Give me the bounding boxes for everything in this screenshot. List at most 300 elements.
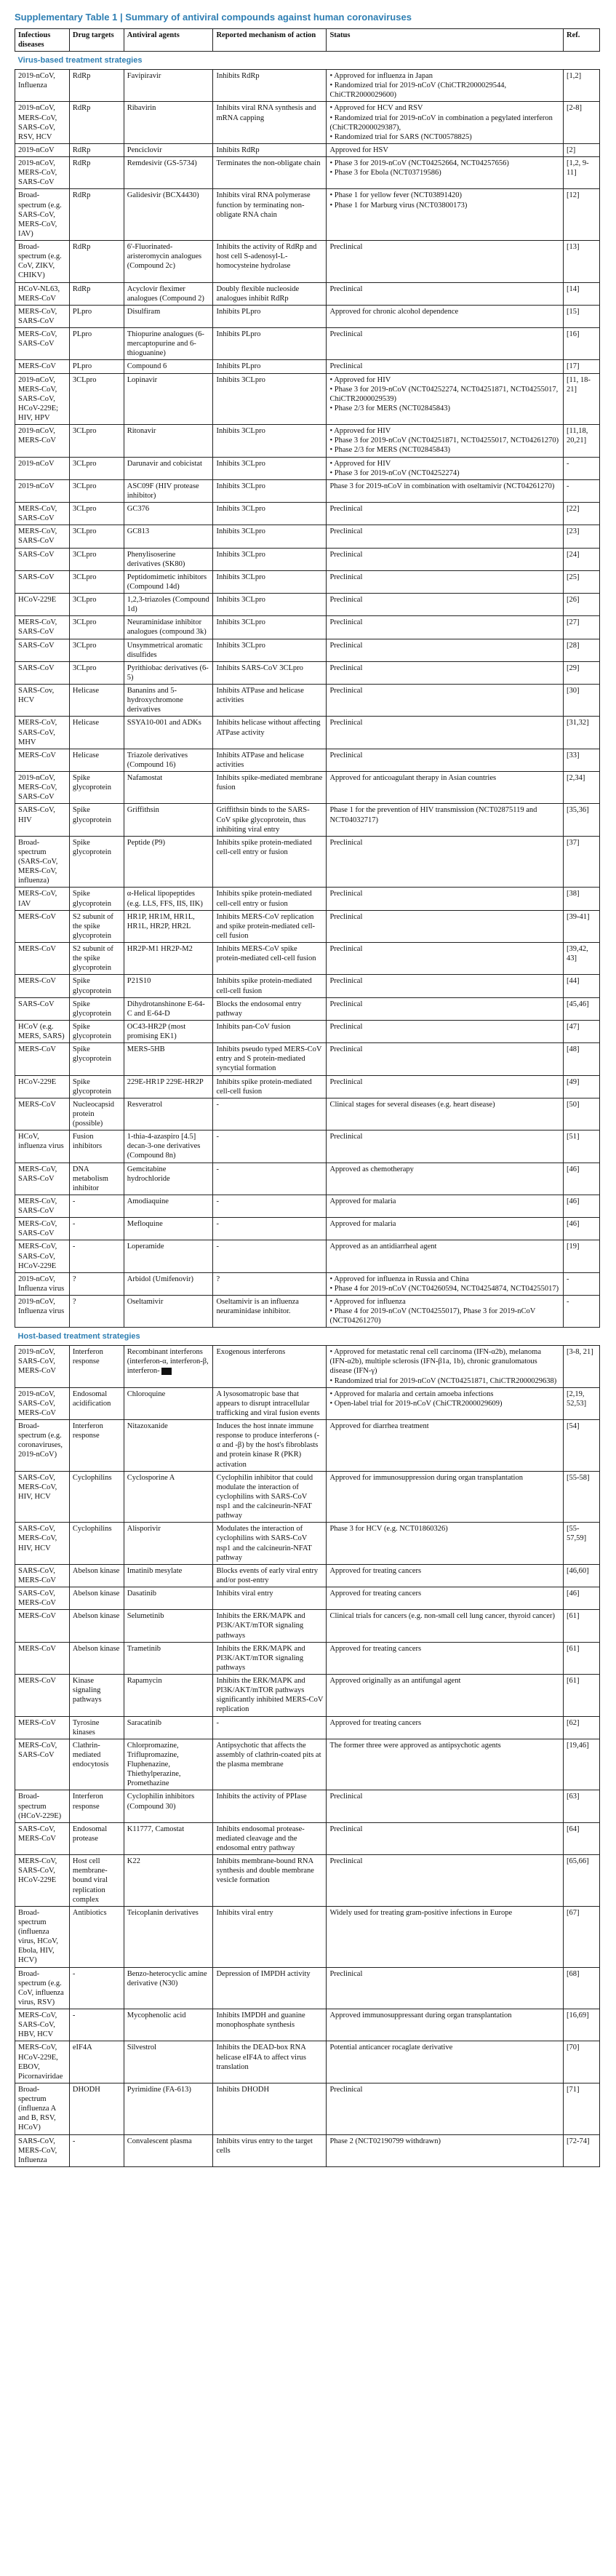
cell-drug-target: RdRp bbox=[69, 102, 124, 144]
table-row bbox=[15, 1855, 600, 1907]
status-line: Preclinical bbox=[329, 890, 363, 898]
cell-antiviral-agent: Arbidol (Umifenovir) bbox=[124, 1272, 213, 1295]
cell-antiviral-agent: 229E-HR1P 229E-HR2P bbox=[124, 1075, 213, 1098]
cell-mechanism: Inhibits PLpro bbox=[213, 305, 327, 327]
cell-status bbox=[327, 1523, 564, 1565]
cell-ref: [37] bbox=[564, 836, 600, 888]
status-line: • Approved for HIV bbox=[329, 459, 391, 468]
table-row bbox=[15, 1020, 600, 1042]
table-row bbox=[15, 525, 600, 548]
status-line: Approved for treating cancers bbox=[329, 1566, 422, 1575]
cell-mechanism: Inhibits the ERK/MAPK and PI3K/AKT/mTOR signaling pathways bbox=[213, 1642, 327, 1674]
status-line: Preclinical bbox=[329, 1969, 363, 1978]
cell-ref: [55- 57,59] bbox=[564, 1523, 600, 1565]
cell-ref: - bbox=[564, 479, 600, 502]
cell-ref: [46] bbox=[564, 1587, 600, 1610]
cell-drug-target: 3CLpro bbox=[69, 639, 124, 661]
cell-drug-target: - bbox=[69, 2009, 124, 2041]
table-row bbox=[15, 503, 600, 525]
cell-mechanism: Inhibits viral RNA synthesis and mRNA capping bbox=[213, 102, 327, 144]
cell-antiviral-agent: Benzo-heterocyclic amine derivative (N30) bbox=[124, 1967, 213, 2009]
status-line: Approved for treating cancers bbox=[329, 1644, 422, 1653]
cell-mechanism: Exogenous interferons bbox=[213, 1346, 327, 1388]
status-line: • Phase 1 for Marburg virus (NCT03800173) bbox=[329, 201, 468, 210]
cell-status bbox=[327, 594, 564, 616]
cell-status bbox=[327, 685, 564, 717]
cell-mechanism: ? bbox=[213, 1272, 327, 1295]
cell-drug-target: Spike glycoprotein bbox=[69, 804, 124, 836]
status-line: Approved as an antidiarrheal agent bbox=[329, 1243, 437, 1251]
cell-antiviral-agent: Recombinant interferons (interferon-α, interferon-β, interferon- bbox=[124, 1346, 213, 1388]
cell-status bbox=[327, 548, 564, 570]
cell-status bbox=[327, 570, 564, 593]
cell-status bbox=[327, 1822, 564, 1854]
cell-infectious-diseases: 2019-nCoV, Influenza bbox=[15, 70, 70, 102]
cell-mechanism: Depression of IMPDH activity bbox=[213, 1967, 327, 2009]
cell-infectious-diseases: MERS-CoV, SARS-CoV bbox=[15, 1739, 70, 1790]
cell-antiviral-agent: Darunavir and cobicistat bbox=[124, 457, 213, 479]
status-line: • Approved for HIV bbox=[329, 375, 391, 384]
cell-antiviral-agent: Acyclovir fleximer analogues (Compound 2) bbox=[124, 282, 213, 305]
cell-ref: [45,46] bbox=[564, 997, 600, 1020]
cell-drug-target: Helicase bbox=[69, 749, 124, 771]
cell-antiviral-agent: Cyclosporine A bbox=[124, 1471, 213, 1523]
status-line: The former three were approved as antipsychotic agents bbox=[329, 1741, 501, 1750]
cell-ref: [2,34] bbox=[564, 772, 600, 804]
cell-drug-target: Spike glycoprotein bbox=[69, 836, 124, 888]
status-line: • Phase 3 for 2019-nCoV (NCT04251871, NCT04255017, NCT04261270) bbox=[329, 436, 559, 445]
status-line: Preclinical bbox=[329, 663, 363, 672]
cell-infectious-diseases: Broad-spectrum (e.g. CoV, influenza virus, RSV) bbox=[15, 1967, 70, 2009]
status-line: Approved for diarrhea treatment bbox=[329, 1422, 429, 1430]
cell-infectious-diseases: Broad-spectrum (influenza A and B, RSV, HCoV) bbox=[15, 2083, 70, 2134]
status-line: Preclinical bbox=[329, 945, 363, 953]
cell-drug-target: RdRp bbox=[69, 282, 124, 305]
cell-drug-target: PLpro bbox=[69, 328, 124, 360]
table-row bbox=[15, 570, 600, 593]
table-row bbox=[15, 1043, 600, 1075]
cell-drug-target: Cyclophilins bbox=[69, 1471, 124, 1523]
cell-drug-target: Host cell membrane-bound viral replication complex bbox=[69, 1855, 124, 1907]
cell-ref: [70] bbox=[564, 2041, 600, 2083]
cell-infectious-diseases: MERS-CoV bbox=[15, 1098, 70, 1130]
cell-antiviral-agent: Alisporivir bbox=[124, 1523, 213, 1565]
cell-ref: [35,36] bbox=[564, 804, 600, 836]
cell-mechanism: Inhibits pan-CoV fusion bbox=[213, 1020, 327, 1042]
section-title: Host-based treatment strategies bbox=[15, 1328, 600, 1346]
cell-mechanism: Inhibits the activity of PPIase bbox=[213, 1790, 327, 1822]
cell-infectious-diseases: MERS-CoV, SARS-CoV bbox=[15, 616, 70, 639]
cell-infectious-diseases: HCoV, influenza virus bbox=[15, 1131, 70, 1163]
table-row bbox=[15, 772, 600, 804]
cell-drug-target: Interferon response bbox=[69, 1420, 124, 1472]
cell-mechanism: Modulates the interaction of cyclophilins with SARS-CoV nsp1 and the calcineurin-NFAT pathway bbox=[213, 1523, 327, 1565]
cell-infectious-diseases: SARS-Cov, HCV bbox=[15, 685, 70, 717]
cell-antiviral-agent: Mefloquine bbox=[124, 1218, 213, 1240]
table-row bbox=[15, 1131, 600, 1163]
cell-infectious-diseases: SARS-CoV bbox=[15, 997, 70, 1020]
cell-status bbox=[327, 1075, 564, 1098]
cell-ref: [19,46] bbox=[564, 1739, 600, 1790]
status-line: • Approved for influenza in Russia and China bbox=[329, 1275, 469, 1283]
cell-infectious-diseases: MERS-CoV, SARS-CoV, MHV bbox=[15, 717, 70, 749]
status-line: • Approved for HCV and RSV bbox=[329, 104, 423, 113]
cell-infectious-diseases: HCoV-229E bbox=[15, 1075, 70, 1098]
cell-mechanism: Inhibits 3CLpro bbox=[213, 425, 327, 457]
cell-mechanism: Inhibits viral RNA polymerase function by terminating non-obligate RNA chain bbox=[213, 189, 327, 241]
cell-infectious-diseases: 2019-nCoV bbox=[15, 479, 70, 502]
status-line: Preclinical bbox=[329, 1857, 363, 1866]
status-line: Preclinical bbox=[329, 1793, 363, 1801]
cell-antiviral-agent: Loperamide bbox=[124, 1240, 213, 1272]
status-line: Approved for immunosuppression during organ transplantation bbox=[329, 1473, 523, 1482]
cell-mechanism: Inhibits MERS-CoV replication and spike protein-mediated cell-cell fusion bbox=[213, 910, 327, 942]
cell-ref: [39,42, 43] bbox=[564, 943, 600, 975]
cell-antiviral-agent: Resveratrol bbox=[124, 1098, 213, 1130]
cell-drug-target: Abelson kinase bbox=[69, 1642, 124, 1674]
cell-ref: [71] bbox=[564, 2083, 600, 2134]
cell-antiviral-agent: Teicoplanin derivatives bbox=[124, 1906, 213, 1967]
cell-drug-target: PLpro bbox=[69, 305, 124, 327]
cell-infectious-diseases: MERS-CoV bbox=[15, 749, 70, 771]
status-line: Preclinical bbox=[329, 1022, 363, 1031]
cell-drug-target: Interferon response bbox=[69, 1790, 124, 1822]
cell-drug-target: - bbox=[69, 2134, 124, 2166]
table-caption: Supplementary Table 1 | Summary of antiviral compounds against human coronaviruses bbox=[15, 12, 412, 23]
cell-infectious-diseases: 2019-nCoV, Influenza virus bbox=[15, 1272, 70, 1295]
cell-infectious-diseases: MERS-CoV, HCoV-229E, EBOV, Picornaviridae bbox=[15, 2041, 70, 2083]
cell-infectious-diseases: MERS-CoV, IAV bbox=[15, 888, 70, 910]
cell-status bbox=[327, 157, 564, 189]
table-row bbox=[15, 1098, 600, 1130]
cell-status bbox=[327, 305, 564, 327]
cell-ref: [62] bbox=[564, 1716, 600, 1739]
table-row bbox=[15, 143, 600, 156]
table-row bbox=[15, 1420, 600, 1472]
cell-mechanism: Inhibits 3CLpro bbox=[213, 525, 327, 548]
cell-drug-target: RdRp bbox=[69, 189, 124, 241]
table-row bbox=[15, 1790, 600, 1822]
cell-antiviral-agent: Triazole derivatives (Compound 16) bbox=[124, 749, 213, 771]
cell-antiviral-agent: HR1P, HR1M, HR1L, HR1L, HR2P, HR2L bbox=[124, 910, 213, 942]
header-status: Status bbox=[327, 29, 564, 52]
cell-antiviral-agent: Peptide (P9) bbox=[124, 836, 213, 888]
status-line: Preclinical bbox=[329, 618, 363, 627]
status-line: Phase 3 for HCV (e.g. NCT01860326) bbox=[329, 1525, 448, 1534]
cell-status bbox=[327, 241, 564, 283]
cell-infectious-diseases: MERS-CoV, SARS-CoV bbox=[15, 1195, 70, 1217]
cell-mechanism: Inhibits PLpro bbox=[213, 360, 327, 373]
cell-ref: [46] bbox=[564, 1163, 600, 1195]
cell-antiviral-agent: P21S10 bbox=[124, 975, 213, 997]
status-line: Potential anticancer rocaglate derivative bbox=[329, 2043, 453, 2052]
cell-ref: [1,2, 9-11] bbox=[564, 157, 600, 189]
table-row bbox=[15, 1587, 600, 1610]
cell-drug-target: RdRp bbox=[69, 157, 124, 189]
table-row bbox=[15, 479, 600, 502]
table-row bbox=[15, 102, 600, 144]
cell-antiviral-agent: Oseltamivir bbox=[124, 1296, 213, 1328]
cell-drug-target: Spike glycoprotein bbox=[69, 1020, 124, 1042]
cell-infectious-diseases: 2019-nCoV, MERS-CoV, SARS-CoV bbox=[15, 157, 70, 189]
cell-status bbox=[327, 749, 564, 771]
cell-status bbox=[327, 1387, 564, 1419]
cell-antiviral-agent: Lopinavir bbox=[124, 373, 213, 425]
cell-drug-target: DNA metabolism inhibitor bbox=[69, 1163, 124, 1195]
status-line: • Approved for influenza bbox=[329, 1298, 406, 1306]
status-line: • Phase 2/3 for MERS (NCT02845843) bbox=[329, 404, 451, 412]
cell-ref: [49] bbox=[564, 1075, 600, 1098]
cell-ref: - bbox=[564, 1296, 600, 1328]
cell-mechanism: Blocks the endosomal entry pathway bbox=[213, 997, 327, 1020]
cell-status bbox=[327, 1098, 564, 1130]
cell-mechanism: Induces the host innate immune response to produce interferons (-α and -β) by the host's fibroblasts and protein kinase R (PKR) activation bbox=[213, 1420, 327, 1472]
cell-drug-target: 3CLpro bbox=[69, 548, 124, 570]
cell-status bbox=[327, 1564, 564, 1587]
cell-antiviral-agent: Compound 6 bbox=[124, 360, 213, 373]
cell-mechanism: Inhibits spike protein-mediated cell-cell fusion bbox=[213, 975, 327, 997]
cell-mechanism: - bbox=[213, 1131, 327, 1163]
cell-mechanism: Inhibits DHODH bbox=[213, 2083, 327, 2134]
cell-infectious-diseases: SARS-CoV bbox=[15, 661, 70, 684]
table-row bbox=[15, 685, 600, 717]
table-row bbox=[15, 804, 600, 836]
cell-antiviral-agent: Dihydrotanshinone E-64-C and E-64-D bbox=[124, 997, 213, 1020]
cell-ref: [15] bbox=[564, 305, 600, 327]
cell-infectious-diseases: MERS-CoV bbox=[15, 1610, 70, 1642]
cell-antiviral-agent: Nitazoxanide bbox=[124, 1420, 213, 1472]
table-row bbox=[15, 1296, 600, 1328]
cell-infectious-diseases: HCoV-229E bbox=[15, 594, 70, 616]
table-row bbox=[15, 328, 600, 360]
cell-mechanism: Inhibits spike protein-mediated cell-cell fusion bbox=[213, 1075, 327, 1098]
status-line: • Approved for malaria and certain amoeba infections bbox=[329, 1389, 494, 1398]
cell-antiviral-agent: 1-thia-4-azaspiro [4.5] decan-3-one derivatives (Compound 8n) bbox=[124, 1131, 213, 1163]
cell-drug-target: ? bbox=[69, 1296, 124, 1328]
table-row bbox=[15, 888, 600, 910]
cell-status bbox=[327, 639, 564, 661]
cell-status bbox=[327, 1420, 564, 1472]
table-row bbox=[15, 836, 600, 888]
table-row bbox=[15, 1471, 600, 1523]
status-line: Widely used for treating gram-positive infections in Europe bbox=[329, 1908, 513, 1917]
cell-status bbox=[327, 1967, 564, 2009]
status-line: Approved for treating cancers bbox=[329, 1590, 422, 1598]
section-header-row bbox=[15, 52, 600, 70]
cell-mechanism: Inhibits viral entry bbox=[213, 1587, 327, 1610]
cell-drug-target: Antibiotics bbox=[69, 1906, 124, 1967]
cell-ref: [31,32] bbox=[564, 717, 600, 749]
cell-infectious-diseases: MERS-CoV bbox=[15, 975, 70, 997]
table-header-row bbox=[15, 29, 600, 52]
cell-antiviral-agent: Neuraminidase inhibitor analogues (compound 3k) bbox=[124, 616, 213, 639]
cell-antiviral-agent: Galidesivir (BCX4430) bbox=[124, 189, 213, 241]
cell-ref: [1,2] bbox=[564, 70, 600, 102]
table-row bbox=[15, 305, 600, 327]
cell-status bbox=[327, 1906, 564, 1967]
cell-drug-target: Abelson kinase bbox=[69, 1587, 124, 1610]
cell-drug-target: Spike glycoprotein bbox=[69, 1075, 124, 1098]
cell-ref: [13] bbox=[564, 241, 600, 283]
table-row bbox=[15, 2083, 600, 2134]
cell-drug-target: Abelson kinase bbox=[69, 1564, 124, 1587]
table-row bbox=[15, 997, 600, 1020]
status-line: Approved for HSV bbox=[329, 145, 388, 154]
cell-status bbox=[327, 1642, 564, 1674]
cell-mechanism: Oseltamivir is an influenza neuraminidase inhibitor. bbox=[213, 1296, 327, 1328]
cell-ref: [14] bbox=[564, 282, 600, 305]
cell-infectious-diseases: HCoV (e.g. MERS, SARS) bbox=[15, 1020, 70, 1042]
table-row bbox=[15, 1739, 600, 1790]
table-row bbox=[15, 1967, 600, 2009]
cell-infectious-diseases: MERS-CoV, SARS-CoV, HCoV-229E bbox=[15, 1240, 70, 1272]
status-line: Preclinical bbox=[329, 362, 363, 371]
cell-mechanism: Inhibits the DEAD-box RNA helicase eIF4A to affect virus translation bbox=[213, 2041, 327, 2083]
cell-infectious-diseases: Broad-spectrum (HCoV-229E) bbox=[15, 1790, 70, 1822]
status-line: Phase 2 (NCT02190799 withdrawn) bbox=[329, 2137, 441, 2145]
cell-status bbox=[327, 189, 564, 241]
cell-mechanism: Inhibits the ERK/MAPK and PI3K/AKT/mTOR signaling pathways bbox=[213, 1610, 327, 1642]
table-row bbox=[15, 1675, 600, 1717]
table-row bbox=[15, 639, 600, 661]
cell-infectious-diseases: MERS-CoV bbox=[15, 943, 70, 975]
cell-ref: [72-74] bbox=[564, 2134, 600, 2166]
table-body bbox=[15, 52, 600, 2167]
cell-status bbox=[327, 1739, 564, 1790]
cell-ref: [22] bbox=[564, 503, 600, 525]
cell-infectious-diseases: Broad-spectrum (SARS-CoV, MERS-CoV, influenza) bbox=[15, 836, 70, 888]
status-line: Preclinical bbox=[329, 719, 363, 727]
table-row bbox=[15, 1523, 600, 1565]
cell-status bbox=[327, 1716, 564, 1739]
table-row bbox=[15, 910, 600, 942]
cell-status bbox=[327, 1020, 564, 1042]
status-line: Preclinical bbox=[329, 912, 363, 921]
cell-drug-target: ? bbox=[69, 1272, 124, 1295]
cell-drug-target: S2 subunit of the spike glycoprotein bbox=[69, 910, 124, 942]
cell-status bbox=[327, 1587, 564, 1610]
cell-infectious-diseases: SARS-CoV, HIV bbox=[15, 804, 70, 836]
cell-antiviral-agent: Disulfiram bbox=[124, 305, 213, 327]
cell-drug-target: Spike glycoprotein bbox=[69, 888, 124, 910]
status-line: Preclinical bbox=[329, 2085, 363, 2094]
cell-antiviral-agent: Peptidomimetic inhibitors (Compound 14d) bbox=[124, 570, 213, 593]
cell-status bbox=[327, 2134, 564, 2166]
cell-infectious-diseases: MERS-CoV bbox=[15, 1043, 70, 1075]
cell-antiviral-agent: Chlorpromazine, Triflupromazine, Fluphenazine, Thiethylperazine, Promethazine bbox=[124, 1739, 213, 1790]
table-row bbox=[15, 425, 600, 457]
cell-ref: [39-41] bbox=[564, 910, 600, 942]
cell-drug-target: Helicase bbox=[69, 717, 124, 749]
cell-drug-target: eIF4A bbox=[69, 2041, 124, 2083]
cell-ref: [68] bbox=[564, 1967, 600, 2009]
cell-antiviral-agent: Amodiaquine bbox=[124, 1195, 213, 1217]
cell-antiviral-agent: SSYA10-001 and ADKs bbox=[124, 717, 213, 749]
cell-antiviral-agent: Remdesivir (GS-5734) bbox=[124, 157, 213, 189]
cell-ref: [11,18, 20,21] bbox=[564, 425, 600, 457]
cell-status bbox=[327, 910, 564, 942]
status-line: • Randomized trial for 2019-nCoV (ChiCTR2000029544, ChiCTR2000029600) bbox=[329, 81, 507, 100]
cell-infectious-diseases: Broad-spectrum (e.g. SARS-CoV, MERS-CoV, IAV) bbox=[15, 189, 70, 241]
cell-ref: [27] bbox=[564, 616, 600, 639]
cell-ref: [16,69] bbox=[564, 2009, 600, 2041]
cell-infectious-diseases: SARS-CoV, MERS-CoV bbox=[15, 1822, 70, 1854]
header-drug-targets: Drug targets bbox=[69, 29, 124, 52]
table-row bbox=[15, 373, 600, 425]
cell-ref: [38] bbox=[564, 888, 600, 910]
cell-status bbox=[327, 943, 564, 975]
cell-infectious-diseases: 2019-nCoV, SARS-CoV, MERS-CoV bbox=[15, 1346, 70, 1388]
cell-mechanism: Inhibits PLpro bbox=[213, 328, 327, 360]
cell-status bbox=[327, 616, 564, 639]
cell-mechanism: Inhibits SARS-CoV 3CLpro bbox=[213, 661, 327, 684]
status-line: • Randomized trial for 2019-nCoV in combination a pegylated interferon (ChiCTR2000029387), bbox=[329, 113, 553, 132]
cell-drug-target: - bbox=[69, 1240, 124, 1272]
cell-ref: [50] bbox=[564, 1098, 600, 1130]
cell-status bbox=[327, 1675, 564, 1717]
cell-mechanism: Doubly flexible nucleoside analogues inhibit RdRp bbox=[213, 282, 327, 305]
status-line: Approved for chronic alcohol dependence bbox=[329, 307, 459, 316]
cell-mechanism: Inhibits helicase without affecting ATPase activity bbox=[213, 717, 327, 749]
redaction-mark bbox=[161, 1368, 172, 1375]
cell-status bbox=[327, 2083, 564, 2134]
cell-status bbox=[327, 717, 564, 749]
cell-mechanism: Inhibits 3CLpro bbox=[213, 616, 327, 639]
cell-mechanism: Inhibits 3CLpro bbox=[213, 373, 327, 425]
status-line: Preclinical bbox=[329, 1133, 363, 1141]
cell-mechanism: Inhibits the ERK/MAPK and PI3K/AKT/mTOR pathways significantly inhibited MERS-CoV replication bbox=[213, 1675, 327, 1717]
status-line: • Phase 1 for yellow fever (NCT03891420) bbox=[329, 191, 463, 200]
cell-infectious-diseases: SARS-CoV bbox=[15, 548, 70, 570]
cell-ref: [2,19, 52,53] bbox=[564, 1387, 600, 1419]
cell-infectious-diseases: MERS-CoV bbox=[15, 1716, 70, 1739]
cell-mechanism: - bbox=[213, 1098, 327, 1130]
cell-infectious-diseases: HCoV-NL63, MERS-CoV bbox=[15, 282, 70, 305]
cell-ref: [30] bbox=[564, 685, 600, 717]
cell-infectious-diseases: 2019-nCoV, Influenza virus bbox=[15, 1296, 70, 1328]
cell-drug-target: - bbox=[69, 1218, 124, 1240]
status-line: • Phase 3 for 2019-nCoV (NCT04252274, NCT04251871, NCT04255017, ChiCTR2000029539) bbox=[329, 385, 559, 403]
cell-infectious-diseases: MERS-CoV, SARS-CoV bbox=[15, 525, 70, 548]
cell-mechanism: Inhibits 3CLpro bbox=[213, 570, 327, 593]
cell-antiviral-agent: Ribavirin bbox=[124, 102, 213, 144]
status-line: Approved originally as an antifungal agent bbox=[329, 1677, 461, 1685]
cell-status bbox=[327, 1471, 564, 1523]
table-row bbox=[15, 2041, 600, 2083]
cell-status bbox=[327, 1195, 564, 1217]
cell-ref: [61] bbox=[564, 1675, 600, 1717]
cell-antiviral-agent: Rapamycin bbox=[124, 1675, 213, 1717]
cell-drug-target: Helicase bbox=[69, 685, 124, 717]
cell-ref: [48] bbox=[564, 1043, 600, 1075]
cell-ref: [64] bbox=[564, 1822, 600, 1854]
cell-drug-target: RdRp bbox=[69, 143, 124, 156]
cell-mechanism: Inhibits RdRp bbox=[213, 143, 327, 156]
cell-infectious-diseases: 2019-nCoV, MERS-CoV, SARS-CoV, HCoV-229E; HIV, HPV bbox=[15, 373, 70, 425]
table-row bbox=[15, 1716, 600, 1739]
table-row bbox=[15, 70, 600, 102]
table-row bbox=[15, 1610, 600, 1642]
cell-mechanism: Inhibits virus entry to the target cells bbox=[213, 2134, 327, 2166]
cell-ref: [47] bbox=[564, 1020, 600, 1042]
cell-antiviral-agent: Chloroquine bbox=[124, 1387, 213, 1419]
cell-ref: [44] bbox=[564, 975, 600, 997]
cell-infectious-diseases: SARS-CoV, MERS-CoV, Influenza bbox=[15, 2134, 70, 2166]
cell-infectious-diseases: MERS-CoV, SARS-CoV bbox=[15, 328, 70, 360]
cell-status bbox=[327, 2041, 564, 2083]
status-line: • Phase 3 for 2019-nCoV (NCT04252274) bbox=[329, 468, 460, 477]
cell-status bbox=[327, 457, 564, 479]
